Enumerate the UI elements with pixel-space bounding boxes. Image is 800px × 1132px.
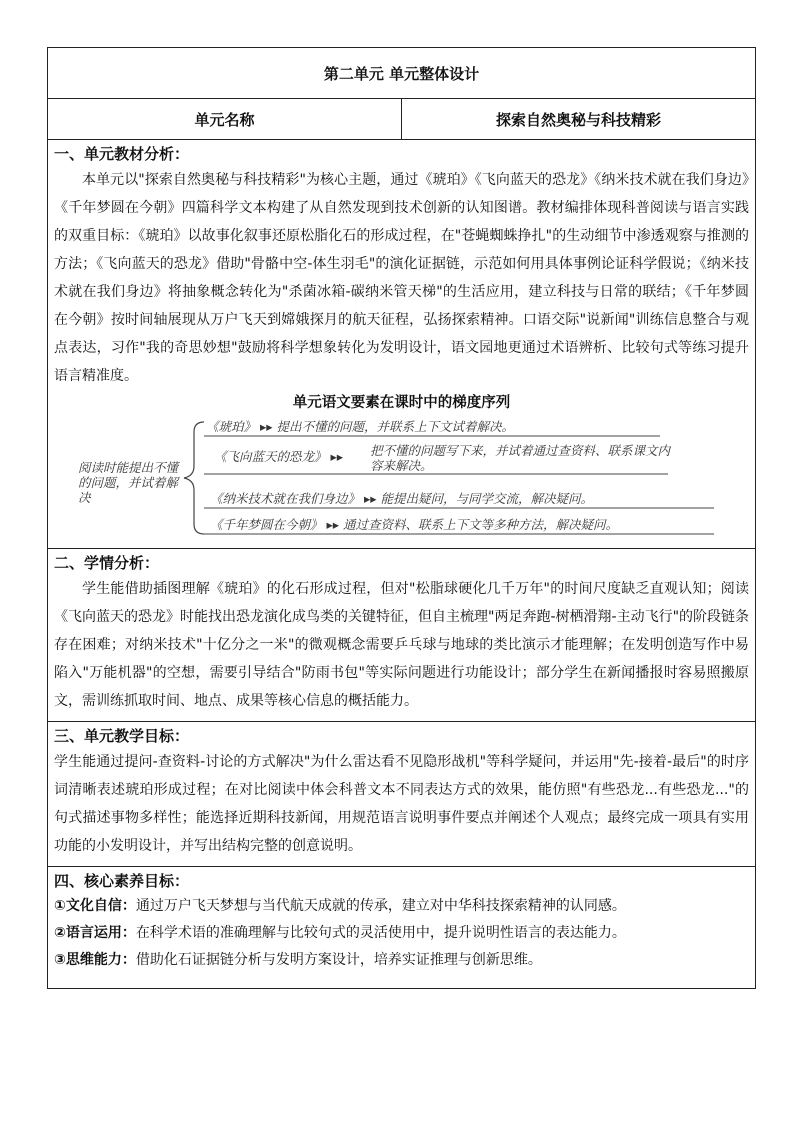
diagram-title: 单元语文要素在课时中的梯度序列 <box>292 395 511 411</box>
diagram-row <box>214 450 343 464</box>
goal-key: ③思维能力： <box>54 952 136 968</box>
diagram-row <box>206 420 514 434</box>
lesson-title: 《千年梦圆在今朝》 <box>210 517 323 532</box>
lesson-title: 《琥珀》 <box>206 419 257 434</box>
diagram-left-label: 阅读时能提出不懂的问题，并试着解决 <box>78 460 179 505</box>
section-teaching-goals <box>48 722 756 867</box>
arrow-icon: ▸▸ <box>326 517 340 532</box>
section-paragraph: 本单元以"探索自然奥秘与科技精彩"为核心主题，通过《琥珀》《飞向蓝天的恐龙》《纳米技术就在我们身边》《千年梦圆在今朝》四篇科学文本构建了从自然发现到技术创新的认知图谱。教材编排体现科普阅读与语言实践的双重目标：《琥珀》以故事化叙事还原松脂化石的形成过程，在"苍蝇蜘蛛挣扎"的生动细节中渗透观察与推测的方法；《飞向蓝天的恐龙》借助"骨骼中空-体生羽毛"的演化证据链，示范如何用具体事例论证科学假说；《纳米技术就在我们身边》将抽象概念转化为"杀菌冰箱-碳纳米管天梯"的生活应用，建立科技与日常的联结；《千年梦圆在今朝》按时间轴展现从万户飞天到嫦娥探月的航天征程，弘扬探索精神。口语交际"说新闻"训练信息整合与观点表达，习作"我的奇思妙想"鼓励将科学想象转化为发明设计，语文园地更通过术语辨析、比较句式等练习提升语言精准度。 <box>54 172 750 384</box>
lesson-goal: 通过查资料、联系上下文等多种方法，解决疑问。 <box>343 517 619 532</box>
literacy-goal <box>54 947 749 974</box>
goal-text: 通过万户飞天梦想与当代航天成就的传承，建立对中华科技探索精神的认同感。 <box>135 898 626 914</box>
arrow-icon: ▸▸ <box>260 419 273 434</box>
diagram-row <box>210 492 593 506</box>
arrow-icon: ▸▸ <box>364 491 377 506</box>
diagram-row <box>210 518 618 532</box>
unit-name-value: 探索自然奥秘与科技精彩 <box>402 99 756 140</box>
section-paragraph: 学生能通过提问-查资料-讨论的方式解决"为什么雷达看不见隐形战机"等科学疑问，并运用"先-接着-最后"的时序词清晰表述琥珀形成过程；在对比阅读中体会科普文本不同表达方式的效果，能仿照"有些恐龙...有些恐龙..."的句式描述事物多样性；能选择近期科技新闻，用规范语言说明事件要点并阐述个人观点；最终完成一项具有实用功能的小发明设计，并写出结构完整的创意说明。 <box>54 754 750 854</box>
section-heading: 四、核心素养目标： <box>54 872 190 890</box>
lesson-title: 《飞向蓝天的恐龙》 <box>214 449 327 464</box>
unit-design-document <box>47 47 755 989</box>
section-learner-analysis <box>48 549 756 722</box>
lesson-goal: 把不懂的问题写下来，并试着通过查资料、联系课文内容来解决。 <box>370 443 671 473</box>
lesson-title: 《纳米技术就在我们身边》 <box>210 491 361 506</box>
unit-design-table <box>47 47 756 989</box>
literacy-goal <box>54 893 749 920</box>
section-heading: 二、学情分析： <box>54 554 160 572</box>
document-title: 第二单元 单元整体设计 <box>48 48 756 99</box>
goal-text: 借助化石证据链分析与发明方案设计，培养实证推理与创新思维。 <box>135 952 542 968</box>
arrow-icon: ▸▸ <box>330 449 344 464</box>
lesson-goal: 提出不懂的问题，并联系上下文试着解决。 <box>276 419 515 434</box>
unit-name-label: 单元名称 <box>48 99 402 140</box>
goal-text: 在科学术语的准确理解与比较句式的灵活使用中，提升说明性语言的表达能力。 <box>135 925 626 941</box>
section-heading: 三、单元教学目标： <box>54 727 190 745</box>
section-paragraph: 学生能借助插图理解《琥珀》的化石形成过程，但对"松脂球硬化几千万年"的时间尺度缺乏直观认知；阅读《飞向蓝天的恐龙》时能找出恐龙演化成鸟类的关键特征，但自主梳理"两足奔跑-树栖滑翔-主动飞行"的阶段链条存在困难；对纳米技术"十亿分之一米"的微观概念需要乒乓球与地球的类比演示才能理解；在发明创造写作中易陷入"万能机器"的空想，需要引导结合"防雨书包"等实际问题进行功能设计；部分学生在新闻播报时容易照搬原文，需训练抓取时间、地点、成果等核心信息的概括能力。 <box>54 581 750 709</box>
gradient-sequence-diagram <box>54 414 749 542</box>
goal-key: ②语言运用： <box>54 925 136 941</box>
section-textbook-analysis <box>48 140 756 549</box>
literacy-goal <box>54 920 749 947</box>
section-heading: 一、单元教材分析： <box>54 145 190 163</box>
lesson-goal: 能提出疑问，与同学交流，解决疑问。 <box>380 491 594 506</box>
section-core-literacy <box>48 867 756 989</box>
goal-key: ①文化自信： <box>54 898 136 914</box>
